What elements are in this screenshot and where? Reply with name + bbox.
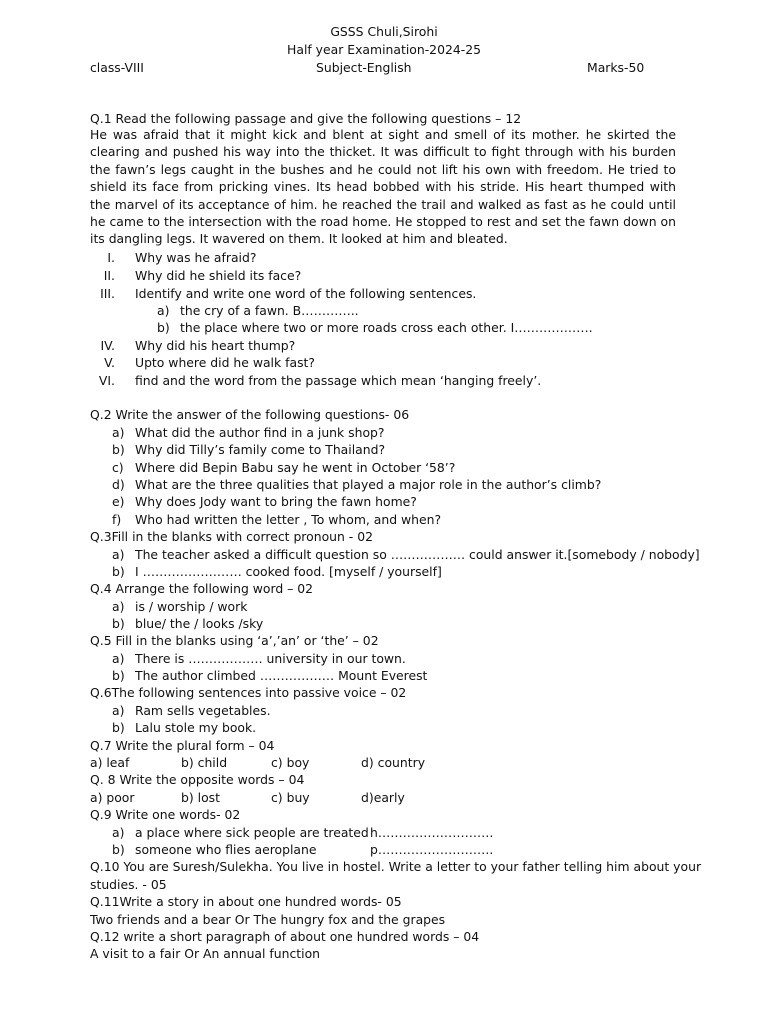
q1-item-text: Why did he shield its face? xyxy=(135,268,302,283)
q2-item-num: d) xyxy=(112,477,125,492)
q2-item-num: e) xyxy=(112,494,125,509)
q12-heading: Q.12 write a short paragraph of about one hundred words – 04 xyxy=(90,929,480,944)
q8-option: d)early xyxy=(361,790,405,805)
q1-heading: Q.1 Read the following passage and give the following questions – 12 xyxy=(90,111,522,126)
q6-heading: Q.6The following sentences into passive voice – 02 xyxy=(90,685,407,700)
q8-heading: Q. 8 Write the opposite words – 04 xyxy=(90,772,305,787)
q3-item-text: I …………………… cooked food. [myself / yourself] xyxy=(135,564,442,579)
q1-sub-num: a) xyxy=(157,303,170,318)
q1-item-num: I. xyxy=(107,250,115,265)
q1-sub-num: b) xyxy=(157,320,170,335)
q8-option: b) lost xyxy=(181,790,220,805)
q1-item-text: Upto where did he walk fast? xyxy=(135,355,315,370)
q2-heading: Q.2 Write the answer of the following questions- 06 xyxy=(90,407,410,422)
q5-item-text: There is ……………… university in our town. xyxy=(135,651,406,666)
q4-item-num: a) xyxy=(112,599,125,614)
q1-sub-text: the cry of a fawn. B………….. xyxy=(180,303,359,318)
q8-option: a) poor xyxy=(90,790,135,805)
q3-heading: Q.3Fill in the blanks with correct pronoun - 02 xyxy=(90,529,373,544)
q1-item-num: II. xyxy=(103,268,115,283)
q4-item-num: b) xyxy=(112,616,125,631)
q2-item-text: Who had written the letter , To whom, and when? xyxy=(135,512,442,527)
q9-item-text: a place where sick people are treated xyxy=(135,825,369,840)
q1-item-num: VI. xyxy=(98,373,115,388)
q7-option: d) country xyxy=(361,755,426,770)
q9-heading: Q.9 Write one words- 02 xyxy=(90,807,241,822)
q7-heading: Q.7 Write the plural form – 04 xyxy=(90,738,275,753)
q5-item-text: The author climbed ……………… Mount Everest xyxy=(135,668,428,683)
q12-choice: A visit to a fair Or An annual function xyxy=(90,946,321,961)
q3-item-text: The teacher asked a difficult question so ……………… could answer it.[somebody / nobody] xyxy=(135,547,700,562)
q1-item-num: III. xyxy=(100,286,115,301)
marks-label: Marks-50 xyxy=(587,60,645,75)
q7-option: b) child xyxy=(181,755,228,770)
q2-item-text: What did the author find in a junk shop? xyxy=(135,425,385,440)
q5-item-num: a) xyxy=(112,651,125,666)
q10-line: Q.10 You are Suresh/Sulekha. You live in hostel. Write a letter to your father telling him about your xyxy=(90,859,702,874)
q2-item-text: Why did Tilly’s family come to Thailand? xyxy=(135,442,386,457)
q4-item-text: blue/ the / looks /sky xyxy=(135,616,264,631)
q9-item-text: someone who flies aeroplane xyxy=(135,842,317,857)
q1-item-text: find and the word from the passage which mean ‘hanging freely’. xyxy=(135,373,542,388)
q4-heading: Q.4 Arrange the following word – 02 xyxy=(90,581,314,596)
q3-item-num: b) xyxy=(112,564,125,579)
q2-item-text: What are the three qualities that played a major role in the author’s climb? xyxy=(135,477,602,492)
q6-item-text: Lalu stole my book. xyxy=(135,720,257,735)
q6-item-num: a) xyxy=(112,703,125,718)
q2-item-num: c) xyxy=(112,460,124,475)
q7-option: c) boy xyxy=(271,755,310,770)
q7-option: a) leaf xyxy=(90,755,130,770)
q4-item-text: is / worship / work xyxy=(135,599,248,614)
q11-heading: Q.11Write a story in about one hundred words- 05 xyxy=(90,894,402,909)
class-label: class-VIII xyxy=(90,60,144,75)
q2-item-num: b) xyxy=(112,442,125,457)
q10-line: studies. - 05 xyxy=(90,877,167,892)
exam-title: Half year Examination-2024-25 xyxy=(287,42,481,57)
q2-item-num: a) xyxy=(112,425,125,440)
q6-item-text: Ram sells vegetables. xyxy=(135,703,271,718)
q1-item-text: Identify and write one word of the following sentences. xyxy=(135,286,477,301)
q3-item-num: a) xyxy=(112,547,125,562)
q5-heading: Q.5 Fill in the blanks using ‘a’,’an’ or ‘the’ – 02 xyxy=(90,633,379,648)
q1-sub-text: the place where two or more roads cross each other. I………………. xyxy=(180,320,593,335)
school-name: GSSS Chuli,Sirohi xyxy=(330,24,438,39)
q2-item-text: Why does Jody want to bring the fawn home? xyxy=(135,494,417,509)
q8-option: c) buy xyxy=(271,790,310,805)
q1-item-text: Why did his heart thump? xyxy=(135,338,296,353)
q2-item-text: Where did Bepin Babu say he went in October ‘58’? xyxy=(135,460,456,475)
q5-item-num: b) xyxy=(112,668,125,683)
q1-item-text: Why was he afraid? xyxy=(135,250,257,265)
q9-item-num: b) xyxy=(112,842,125,857)
q9-item-blank: h………………………. xyxy=(370,825,494,840)
q11-choice: Two friends and a bear Or The hungry fox and the grapes xyxy=(90,912,446,927)
subject-label: Subject-English xyxy=(316,60,412,75)
q9-item-blank: p………………………. xyxy=(370,842,494,857)
q9-item-num: a) xyxy=(112,825,125,840)
q6-item-num: b) xyxy=(112,720,125,735)
q1-passage: He was afraid that it might kick and blent at sight and smell of its mother. he skirted the clearing and pushed his way into the thicket. It was difficult to fight through with his burden the fawn’s legs caught in the bushes and he could not lift his own with freedom. He tried to shield its face from pricking vines. Its head bobbed with his stride. His heart thumped with the marvel of its acceptance of him. he reached the trail and walked as fast as he could until he came to the intersection with the road home. He stopped to rest and set the fawn down on its dangling legs. It wavered on them. It looked at him and bleated. xyxy=(90,127,676,247)
q1-item-num: IV. xyxy=(100,338,115,353)
q2-item-num: f) xyxy=(112,512,122,527)
q1-item-num: V. xyxy=(104,355,115,370)
